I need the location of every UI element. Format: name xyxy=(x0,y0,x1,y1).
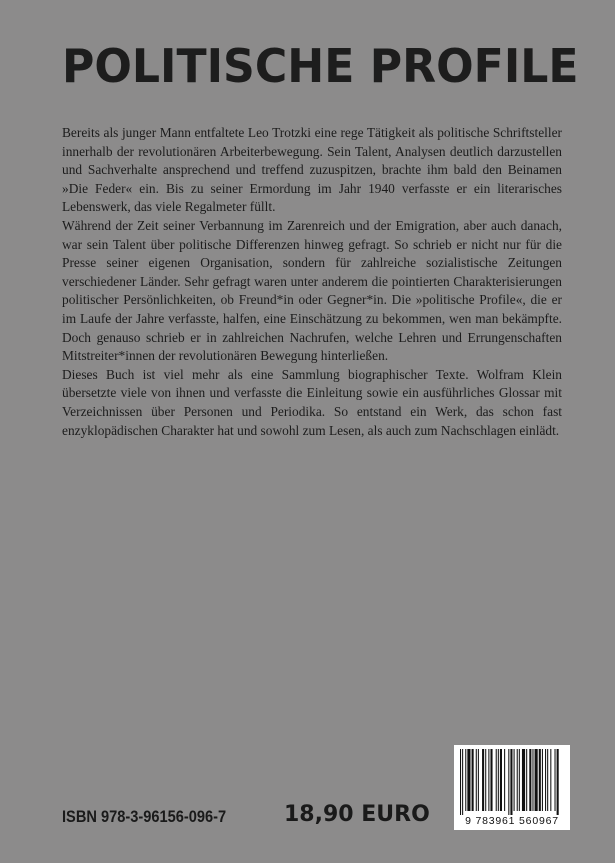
barcode-bar xyxy=(550,749,551,811)
barcode-bar xyxy=(510,749,512,815)
barcode-bar xyxy=(547,749,548,811)
barcode-bar xyxy=(488,749,489,811)
barcode-bar xyxy=(490,749,492,811)
barcode-bar xyxy=(545,749,546,811)
barcode-bar xyxy=(535,749,538,811)
blurb-paragraph: Bereits als junger Mann entfaltete Leo Trotzki eine rege Tätigkeit als politische Schriftsteller innerhalb der revolutionären Arbeiterbewegung. Sein Talent, Analysen deutlich darzustellen und Sachverhalte ansprechend und treffend zuzuspitzen, brachte ihm bald den Beinamen »Die Feder« ein. Bis zu seiner Ermordung im Jahr 1940 verfasste er ein literarisches Lebenswerk, das viele Regalmeter füllt. xyxy=(62,125,562,215)
barcode-bar xyxy=(514,749,515,811)
barcode-bar xyxy=(539,749,541,811)
barcode-bar xyxy=(517,749,518,811)
barcode-bar xyxy=(529,749,531,811)
barcode-bar xyxy=(542,749,543,811)
barcode-bar xyxy=(532,749,533,811)
barcode-bar xyxy=(498,749,499,811)
barcode-bar xyxy=(462,749,463,815)
barcode-bar xyxy=(557,749,559,815)
barcode-bar xyxy=(519,749,520,811)
blurb-paragraph: Während der Zeit seiner Verbannung im Zarenreich und der Emigration, aber auch danach, war sein Talent über politische Differenzen hinweg gefragt. So schrieb er nicht nur für die Presse seiner eigenen Organisation, sondern für zahlreiche sozialistische Zeitungen verschiedener Länder. Sehr gefragt waren unter anderem die pointierten Charakterisierungen politischer Persönlichkeiten, ob Freund*in oder Gegner*in. Die »politische Profile«, die er im Laufe der Jahre verfasste, halfen, eine Einschätzung zu bekommen, wen man bekämpfte. Doch genauso schrieb er in zahlreichen Nachrufen, welche Lehren und Errungenschaften Mitstreiter*innen der revolutionären Bewegung hinterließen. xyxy=(62,217,562,364)
barcode-bar xyxy=(467,749,470,811)
barcode-bar xyxy=(496,749,497,811)
barcode-digits: 9 783961 560967 xyxy=(465,815,559,827)
book-title: POLITISCHE PROFILE xyxy=(62,39,579,93)
barcode-bar xyxy=(522,749,525,811)
barcode-bars xyxy=(460,749,564,815)
barcode-bar xyxy=(476,749,477,811)
barcode-bar xyxy=(482,749,484,811)
barcode-bar xyxy=(508,749,509,815)
blurb-paragraph: Dieses Buch ist viel mehr als eine Sammlung biographischer Texte. Wolfram Klein übersetzte viele von ihnen und verfasste die Einleitung sowie ein ausführliches Glossar mit Verzeichnissen über Personen und Periodika. So entstand ein Werk, das schon fast enzyklopädischen Charakter hat und sowohl zum Lesen, als auch zum Nachschlagen einlädt. xyxy=(62,366,562,438)
barcode-bar xyxy=(500,749,502,811)
barcode-bar xyxy=(472,749,474,811)
barcode-bar xyxy=(504,749,505,811)
isbn-label: ISBN 978-3-96156-096-7 xyxy=(62,807,227,826)
barcode-bar xyxy=(526,749,527,811)
barcode-bar xyxy=(485,749,486,811)
barcode-bar xyxy=(478,749,479,811)
barcode xyxy=(454,745,570,830)
blurb-text xyxy=(62,124,562,440)
price-label: 18,90 EURO xyxy=(284,802,430,827)
barcode-bar xyxy=(555,749,556,811)
barcode-bar xyxy=(465,749,466,811)
barcode-bar xyxy=(460,749,461,815)
